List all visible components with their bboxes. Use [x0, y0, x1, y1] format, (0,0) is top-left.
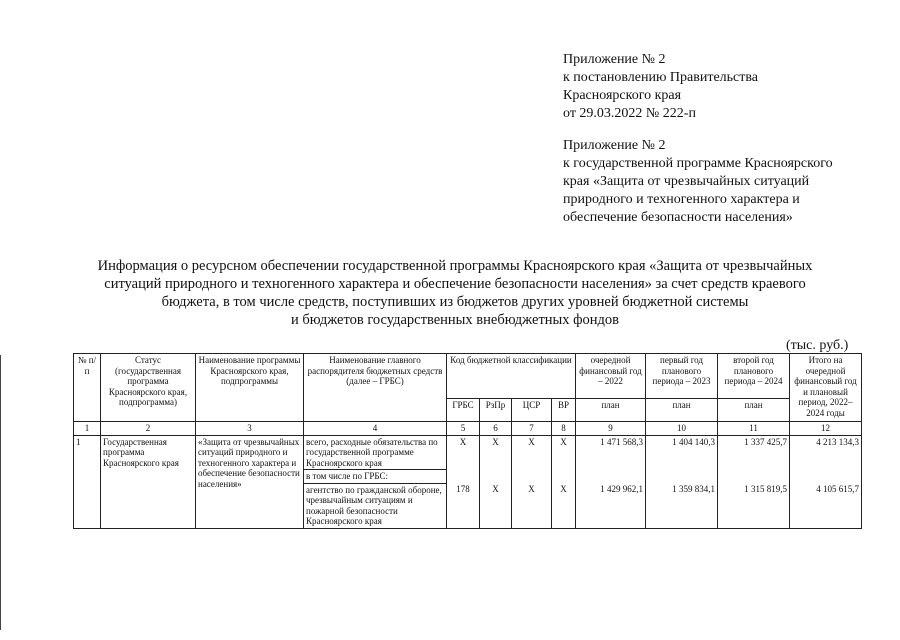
appendix-line: к государственной программе Красноярского — [563, 156, 833, 171]
col-number: 10 — [646, 422, 718, 436]
col-number: 3 — [196, 422, 304, 436]
col-number: 12 — [790, 422, 862, 436]
row-program-name: «Защита от чрезвычайных ситуаций природного и техногенного характера и обеспечение безопасности населения» — [196, 435, 304, 528]
title-line: Информация о ресурсном обеспечении государственной программы Красноярского края «Защита от чрезвычайных — [97, 258, 813, 274]
title-line: ситуаций природного и техногенного характера и обеспечение безопасности населения» за счет средств краевого — [104, 276, 806, 292]
header-status: Статус (государственная программа Красноярского края, подпрограмма) — [101, 354, 196, 422]
title-line: бюджета, в том числе средств, поступивших из бюджетов других уровней бюджетной системы — [161, 294, 749, 310]
appendix-line: природного и техногенного характера и — [563, 192, 800, 207]
row-value-2023: 1 404 140,3 — [646, 435, 718, 470]
row-code-csr: Х — [512, 483, 552, 528]
appendix-line: от 29.03.2022 № 222-п — [563, 106, 696, 121]
empty-cell — [718, 470, 790, 484]
col-number: 2 — [101, 422, 196, 436]
header-program-name: Наименование программы Красноярского края, подпрограммы — [196, 354, 304, 422]
row-value-2022: 1 429 962,1 — [576, 483, 646, 528]
row-code-vr: Х — [552, 483, 576, 528]
units-label: (тыс. руб.) — [786, 338, 849, 353]
empty-cell — [512, 470, 552, 484]
appendix-program-block — [563, 137, 883, 227]
empty-cell — [447, 470, 480, 484]
header-year-2024: второй год планового периода – 2024 — [718, 354, 790, 399]
header-grbs-name: Наименование главного распорядителя бюджетных средств (далее – ГРБС) — [304, 354, 447, 422]
title-line: и бюджетов государственных внебюджетных фондов — [290, 312, 620, 328]
row-code-rzpr: Х — [480, 435, 512, 470]
row-value-total: 4 213 134,3 — [790, 435, 862, 470]
row-code-csr: Х — [512, 435, 552, 470]
row-value-2023: 1 359 834,1 — [646, 483, 718, 528]
subheader-grbs: ГРБС — [447, 399, 480, 422]
empty-cell — [790, 470, 862, 484]
row-value-2024: 1 337 425,7 — [718, 435, 790, 470]
row-value-total: 4 105 615,7 — [790, 483, 862, 528]
table-row — [74, 435, 862, 470]
col-number: 6 — [480, 422, 512, 436]
header-year-2022: очередной финансовый год – 2022 — [576, 354, 646, 399]
row-code-rzpr: Х — [480, 483, 512, 528]
row-value-2024: 1 315 819,5 — [718, 483, 790, 528]
subheader-csr: ЦСР — [512, 399, 552, 422]
row-code-grbs: 178 — [447, 483, 480, 528]
col-number: 4 — [304, 422, 447, 436]
column-number-row — [74, 422, 862, 436]
subheader-plan-2023: план — [646, 399, 718, 422]
empty-cell — [480, 470, 512, 484]
row-code-vr: Х — [552, 435, 576, 470]
col-number: 1 — [74, 422, 101, 436]
resource-table — [73, 353, 862, 529]
header-num: № п/п — [74, 354, 101, 422]
scan-edge-line — [0, 355, 1, 630]
appendix-line: Приложение № 2 — [563, 52, 666, 67]
row-value-2022: 1 471 568,3 — [576, 435, 646, 470]
appendix-line: края «Защита от чрезвычайных ситуаций — [563, 174, 810, 189]
empty-cell — [552, 470, 576, 484]
col-number: 8 — [552, 422, 576, 436]
empty-cell — [576, 470, 646, 484]
subheader-vr: ВР — [552, 399, 576, 422]
row-grbs-total: всего, расходные обязательства по государственной программе Красноярского края — [304, 435, 447, 470]
appendix-line: Приложение № 2 — [563, 138, 666, 153]
empty-cell — [646, 470, 718, 484]
subheader-plan-2024: план — [718, 399, 790, 422]
subheader-plan-2022: план — [576, 399, 646, 422]
header-budget-code: Код бюджетной классификации — [447, 354, 576, 399]
appendix-resolution-block — [563, 51, 883, 123]
header-year-2023: первый год планового периода – 2023 — [646, 354, 718, 399]
row-grbs-including: в том числе по ГРБС: — [304, 470, 447, 484]
col-number: 9 — [576, 422, 646, 436]
col-number: 5 — [447, 422, 480, 436]
col-number: 11 — [718, 422, 790, 436]
row-status: Государственная программа Красноярского края — [101, 435, 196, 528]
row-num: 1 — [74, 435, 101, 528]
header-row — [74, 354, 862, 399]
appendix-line: обеспечение безопасности населения» — [563, 210, 793, 225]
header-total: Итого на очередной финансовый год и плановый период, 2022–2024 годы — [790, 354, 862, 422]
appendix-line: Красноярского края — [563, 88, 682, 103]
appendix-line: к постановлению Правительства — [563, 70, 759, 85]
col-number: 7 — [512, 422, 552, 436]
row-code-grbs: Х — [447, 435, 480, 470]
subheader-rzpr: РзПр — [480, 399, 512, 422]
document-title — [60, 257, 850, 329]
row-grbs-agency: агентство по гражданской обороне, чрезвычайным ситуациям и пожарной безопасности Красноярского края — [304, 483, 447, 528]
